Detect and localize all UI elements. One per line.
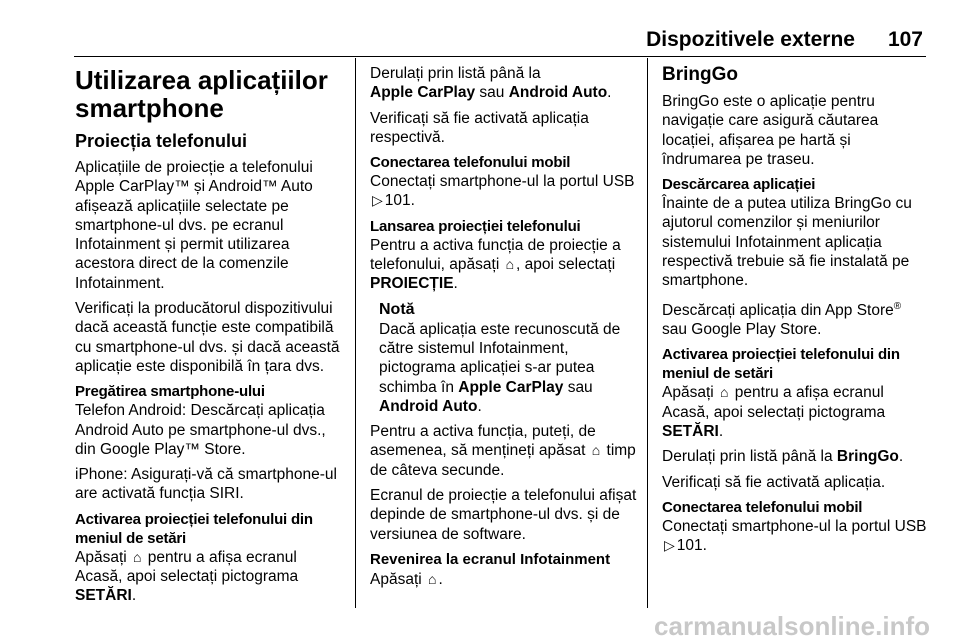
paragraph: BringGo este o aplicație pentru navigație care asigură căutarea locației, afișarea pe hartă și îndrumarea pe traseu. [662, 93, 879, 168]
text: . [453, 275, 458, 293]
column-2 [370, 64, 640, 595]
paragraph: Telefon Android: Descărcați aplicația Android Auto pe smartphone-ul dvs., din Google Play™ Store. [75, 402, 326, 458]
text: . [477, 397, 482, 415]
procedure-heading: Pregătirea smartphone-ului [75, 383, 265, 401]
note-box [370, 300, 640, 416]
procedure-heading: Conectarea telefonului mobil [370, 154, 571, 172]
page-reference: 101. [676, 537, 707, 555]
paragraph [370, 172, 640, 211]
bold-term: Android Auto [379, 397, 478, 415]
text: Pentru a activa funcția de proiecție a telefonului, apăsați [370, 236, 621, 274]
text: . [718, 423, 724, 441]
header-rule [74, 56, 926, 57]
home-icon: ⌂ [505, 256, 515, 273]
paragraph [370, 64, 640, 103]
column-1 [75, 60, 347, 612]
paragraph: Ecranul de proiecție a telefonului afișat depinde de smartphone-ul dvs. și de versiunea de software. [370, 487, 637, 543]
procedure-heading: Activarea proiecției telefonului din meniul de setări [75, 510, 313, 547]
text: sau [479, 84, 505, 102]
paragraph: Verificați să fie activată aplicația respectivă. [370, 109, 589, 146]
home-icon: ⌂ [133, 548, 142, 565]
section-heading: BringGo [662, 64, 738, 85]
paragraph: Verificați să fie activată aplicația. [662, 473, 886, 491]
column-divider [355, 58, 356, 608]
bold-term: SETĂRI [75, 587, 132, 605]
page-reference: 101. [384, 192, 415, 210]
text: Conectați smartphone-ul la portul USB [370, 173, 635, 191]
bold-term: Android Auto [508, 84, 608, 102]
bold-term: Apple CarPlay [370, 84, 476, 102]
procedure-heading: Descărcarea aplicației [662, 176, 816, 194]
page-number: 107 [887, 28, 923, 51]
home-icon: ⌂ [428, 570, 437, 587]
text: , apoi selectați [516, 256, 616, 274]
paragraph [662, 297, 928, 340]
page-reference-icon: ▷ [372, 192, 383, 209]
paragraph [662, 517, 928, 556]
column-3 [662, 64, 928, 562]
text: Conectați smartphone-ul la portul USB [662, 517, 927, 535]
text: pentru a afișa ecranul Acasă, apoi selectați pictograma [662, 384, 886, 421]
text: Apăsați [370, 570, 422, 588]
text: Apăsați [662, 384, 714, 402]
procedure-heading: Activarea proiecției telefonului din meniul de setări [662, 346, 900, 383]
paragraph [370, 570, 640, 589]
text: pentru a afișa ecranul Acasă, apoi selectați pictograma [75, 548, 299, 586]
text: . [438, 570, 443, 588]
text: Dacă aplicația este recunoscută de către sistemul Infotainment, pictograma aplicației s-ar putea schimba în [379, 320, 621, 396]
section-heading: Utilizarea aplicațiilor smartphone [75, 65, 328, 123]
subsection-heading: Proiecția telefonului [75, 131, 248, 151]
note-title: Notă [379, 300, 415, 318]
text: Apăsați [75, 548, 127, 566]
paragraph: Înainte de a putea utiliza BringGo cu ajutorul comenzilor și meniurilor sistemului Infotainment aplicația respectivă trebuie să fie instalată pe smartphone. [662, 195, 912, 290]
text: Pentru a activa funcția, puteți, de asemenea, să mențineți apăsat [370, 423, 596, 460]
page-reference-icon: ▷ [664, 537, 675, 554]
procedure-heading: Conectarea telefonului mobil [662, 498, 863, 516]
text: . [898, 448, 904, 466]
text: . [607, 84, 612, 102]
paragraph [370, 422, 640, 480]
paragraph: iPhone: Asigurați-vă că smartphone-ul are activată funcția SIRI. [75, 466, 337, 503]
bold-term: PROIECȚIE [370, 275, 454, 293]
text: Derulați prin listă până la [370, 65, 541, 82]
note-text [379, 320, 640, 416]
paragraph [662, 447, 928, 466]
text: . [131, 587, 137, 605]
registered-mark: ® [893, 300, 902, 312]
section-title: Dispozitivele externe [646, 28, 855, 51]
paragraph [662, 383, 928, 441]
text: timp de câteva secunde. [370, 442, 636, 479]
procedure-heading: Lansarea proiecției telefonului [370, 217, 581, 235]
watermark: carmanualsonline.info [654, 611, 930, 641]
home-icon: ⌂ [591, 442, 601, 459]
procedure-heading: Revenirea la ecranul Infotainment [370, 550, 611, 568]
text: sau [567, 378, 593, 396]
paragraph [370, 236, 640, 294]
column-divider [647, 58, 648, 608]
text: Derulați prin listă până la [662, 448, 833, 466]
page-header [0, 0, 960, 58]
home-icon: ⌂ [720, 384, 729, 401]
bold-term: SETĂRI [662, 423, 719, 441]
text: sau Google Play Store. [662, 321, 822, 339]
paragraph [75, 548, 347, 606]
paragraph: Aplicațiile de proiecție a telefonului Apple CarPlay™ și Android™ Auto afișează aplicațiile selectate pe smartphone-ul dvs. pe ecranul Infotainment și permit utilizarea acestora direct de la comenzile Infotainment. [75, 159, 313, 292]
text: Descărcați aplicația din App Store [662, 301, 894, 319]
bold-term: BringGo [836, 448, 899, 466]
bold-term: Apple CarPlay [458, 378, 564, 396]
paragraph: Verificați la producătorul dispozitivului dacă această funcție este compatibilă cu smartphone-ul dvs. și dacă această aplicație este disponibilă în țara dvs. [75, 300, 340, 375]
